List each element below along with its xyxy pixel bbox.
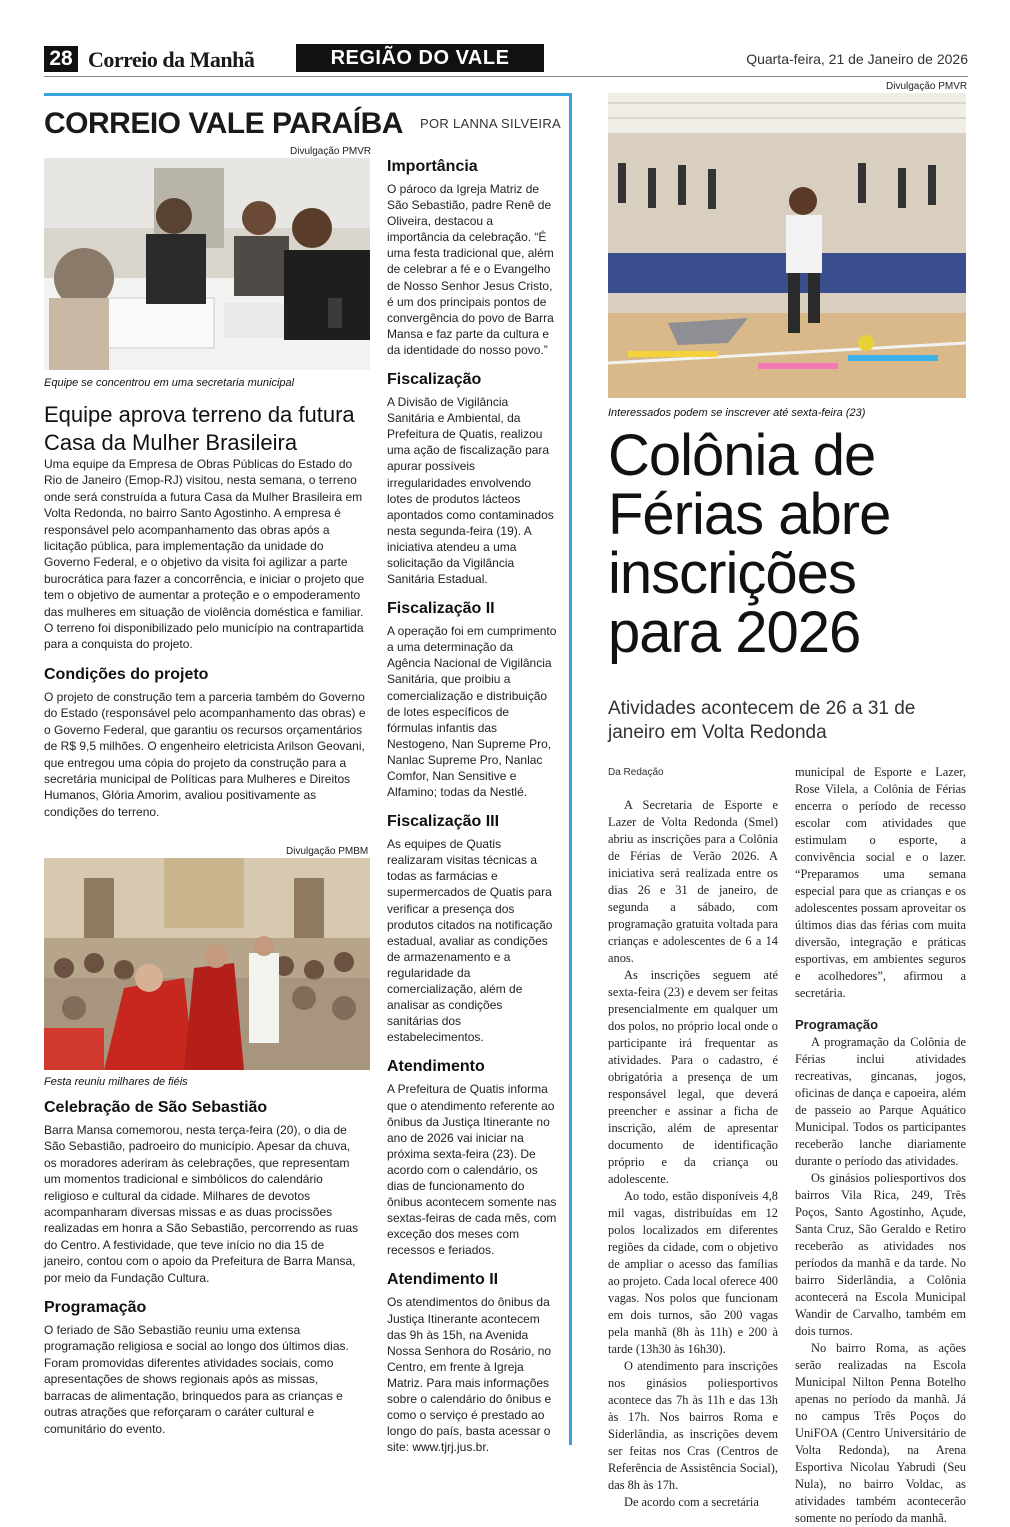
main-byline: Da Redação — [608, 767, 664, 778]
dateline: Quarta-feira, 21 de Janeiro de 2026 — [746, 51, 968, 67]
column-title: CORREIO VALE PARAÍBA — [44, 107, 403, 140]
note-body: As equipes de Quatis realizaram visitas técnicas a todas as farmácias e supermercados de Quatis para verificar a presença dos produtos citados na notificação estadual, avaliar as condições de armazenamento e a regularidade da comercialização, além de analisar as condições sanitárias dos estabelecimentos. — [387, 837, 553, 1045]
main-subhead: Programação — [795, 1017, 879, 1032]
note-body: O pároco da Igreja Matriz de São Sebastião, padre Renê de Oliveira, destacou a importância da celebração. “É uma festa tradicional que, além de celebrar a fé e o Evangelho de Nosso Senhor Jesus Cristo, é um dos principais pontos de convergência do povo de Barra Mansa e faz parte da cultura e da identidade do nosso povo.” — [387, 182, 554, 357]
masthead — [44, 44, 968, 78]
main-paragraph: As inscrições seguem até sexta-feira (23) e devem ser feitas presencialmente em qualquer um dos polos, no próprio local onde o participante irá frequentar as atividades. Para o cadastro, é obrigatória a presença de um responsável legal, que deverá preencher e assinar a ficha de inscrição, além de apresentar documento de identificação próprio e da criança ou adolescente. — [608, 968, 778, 1186]
photo1-caption: Equipe se concentrou em uma secretaria municipal — [44, 377, 295, 389]
main-paragraph: Os ginásios poliesportivos dos bairros Vila Rica, 249, Três Poços, Santo Agostinho, Açude, Santa Cruz, São Geraldo e Retiro receberão as atividades nos períodos da manhã e da tarde. No bairro Siderlândia, a Colônia acontecerá na Escola Municipal Wandir de Carvalho, também em dois turnos. — [795, 1171, 966, 1338]
article2-subhead-2: Programação — [44, 1299, 147, 1317]
photo2-caption: Festa reuniu milhares de fiéis — [44, 1076, 188, 1088]
note-title: Importância — [387, 158, 478, 175]
article2-body — [44, 1098, 366, 1437]
meeting-photo — [44, 158, 370, 370]
article1-paragraph: Uma equipe da Empresa de Obras Públicas do Estado do Rio de Janeiro (Emop-RJ) visitou, nesta semana, o terreno onde será construída a futura Casa da Mulher Brasileira em Volta Redonda, no bairro Santo Agostinho. A empresa é responsável pelo acompanhamento das obras após a licitação pública, para implementação da unidade do Governo Federal, e o objetivo da visita foi agilizar a parte burocrática para fazer a concorrência, e iniciar o projeto que tem o objetivo de aumentar a proteção e o empoderamento das mulheres em situação de violência doméstica e familiar. O terreno foi disponibilizado pelo município na contrapartida para a conquista do projeto. — [44, 457, 365, 652]
main-headline: Colônia de Férias abre inscrições para 2026 — [608, 423, 891, 665]
photo2-credit: Divulgação PMBM — [286, 846, 369, 857]
photo1-credit: Divulgação PMVR — [290, 146, 372, 157]
photo3-credit: Divulgação PMVR — [886, 81, 968, 92]
gym-photo — [608, 93, 966, 398]
main-paragraph: De acordo com a secretária — [624, 1495, 759, 1509]
main-paragraph: O atendimento para inscrições nos ginásios poliesportivos acontece das 7h às 11h e das 13h às 17h. Nos bairros Roma e Siderlândia, as inscrições devem ser feitas nos Cras (Centros de Referência de Assistência Social), das 8h às 17h. — [608, 1359, 778, 1492]
note-title: Fiscalização III — [387, 813, 500, 831]
note-body: A Divisão de Vigilância Sanitária e Ambiental, da Prefeitura de Quatis, realizou uma ação de fiscalização para apurar possíveis irregularidades envolvendo lotes de produtos lácteos apontados como contaminados nesta segunda-feira (19). A iniciativa atendeu a uma solicitação da Vigilância Sanitária Estadual. — [387, 395, 554, 587]
column-byline: POR LANNA SILVEIRA — [420, 116, 561, 131]
newspaper-brand: Correio da Manhã — [88, 47, 255, 72]
article1-paragraph-2: O projeto de construção tem a parceria também do Governo do Estado (responsável pelo acompanhamento das obras) e o Governo Federal, que garantiu os recursos orçamentários de R$ 9,5 milhões. O engenheiro eletricista Arilson Geovani, que entregou uma cópia do projeto da construção para a secretária municipal de Políticas para Mulheres e Direitos Humanos, Glória Amorim, avaliou positivamente as condições do terreno. — [44, 689, 366, 819]
church-photo — [44, 858, 370, 1070]
main-paragraph: No bairro Roma, as ações serão realizadas na Escola Municipal Nilton Penna Botelho apenas no período da manhã. Já no campus Três Poços do UniFOA (Centro Universitário de Volta Redonda), na Arena Esportiva Nicolau Yabrudi (Seu Nula), no bairro Voldac, as atividades também acontecerão somente no período da manhã. — [795, 1341, 966, 1525]
photo3-caption: Interessados podem se inscrever até sexta-feira (23) — [608, 407, 866, 419]
note-body: Os atendimentos do ônibus da Justiça Itinerante acontecem das 9h às 15h, na Avenida Nossa Senhora do Rosário, no Centro, em frente à Igreja Matriz. Para mais informações sobre o calendário do ônibus e como o serviço é prestado ao longo do país, basta acessar o site: www.tjrj.jus.br. — [387, 1295, 552, 1455]
article2-paragraph-2: O feriado de São Sebastião reuniu uma extensa programação religiosa e social ao longo dos últimos dias. Foram promovidas diferentes atividades sociais, como apresentações de shows regionais após as missas, barracas de alimentação, brinquedos para as crianças e outras atrações que reforçaram o caráter cultural e comunitário do evento. — [44, 1323, 349, 1436]
note-body: A Prefeitura de Quatis informa que o atendimento referente ao ônibus da Justiça Itinerante no ano de 2026 vai iniciar na próxima sexta-feira (23). De acordo com o calendário, os dias de funcionamento do ônibus acontecem somente nas sextas-feiras de cada mês, com exceção dos meses com recessos e feriados. — [387, 1082, 557, 1258]
article2-paragraph: Barra Mansa comemorou, nesta terça-feira (20), o dia de São Sebastião, padroeiro do município. Apesar da chuva, os moradores aderiram às celebrações, que representam um momentos tradicional e simbólicos do calendário religioso e cultural da cidade. Milhares de devotos acompanharam diversas missas e as duas procissões realizadas em honra a São Sebastião, percorrendo as ruas do Centro. A festividade, que teve início no dia 15 de janeiro, contou com o apoio da Prefeitura de Barra Mansa, por meio da Fundação Cultura. — [44, 1123, 359, 1285]
main-paragraph: A programação da Colônia de Férias inclui atividades recreativas, gincanas, jogos, oficinas de dança e capoeira, além de passeio ao Parque Aquático Municipal. Todos os participantes receberão lanche diariamente durante o período das atividades. — [795, 1035, 966, 1168]
article1-headline: Equipe aprova terreno da futura Casa da Mulher Brasileira — [44, 402, 355, 455]
main-column-1 — [608, 797, 778, 1511]
article1-body — [44, 456, 366, 820]
note-body: A operação foi em cumprimento a uma determinação da Agência Nacional de Vigilância Sanitária, que proibiu a comercialização e distribuição de lotes específicos de fórmulas infantis das Nestogeno, Nan Supreme Pro, Nanlac Supreme Pro, Nanlac Comfor, Nan Sensitive e Alfamino; todas da Nestlé. — [387, 624, 557, 800]
article2-subhead: Celebração de São Sebastião — [44, 1099, 268, 1116]
main-deck: Atividades acontecem de 26 a 31 de janeiro em Volta Redonda — [608, 698, 916, 743]
main-paragraph: municipal de Esporte e Lazer, Rose Vilela, a Colônia de Férias encerra o período de recesso escolar com atividades que estimulam o esporte, a convivência social e o lazer. “Preparamos uma semana especial para que as crianças e os adolescentes possam aproveitar os últimos dias das férias com muita diversão, integração e práticas esportivas, em ambientes seguros e acolhedores”, afirmou a secretária. — [795, 765, 966, 1000]
page-number: 28 — [44, 46, 78, 72]
note-title: Fiscalização — [387, 371, 482, 389]
column-frame-top — [44, 93, 572, 96]
note-title: Atendimento II — [387, 1271, 499, 1289]
main-column-2 — [795, 764, 966, 1527]
column-frame-right — [569, 93, 572, 1445]
note-title: Atendimento — [387, 1058, 485, 1076]
masthead-rule — [44, 76, 968, 77]
note-title: Fiscalização II — [387, 600, 495, 618]
article1-subhead: Condições do projeto — [44, 665, 209, 683]
section-tag: REGIÃO DO VALE — [296, 44, 544, 72]
notes-column — [387, 157, 557, 1455]
main-paragraph: Ao todo, estão disponíveis 4,8 mil vagas, distribuídas em 12 polos localizados em diferentes regiões da cidade, com o objetivo de ampliar o acesso das famílias ao projeto. Cada local oferece 400 vagas. Nos polos que funcionam em dois turnos, são 200 vagas pela manhã (8h às 11h) e 200 à tarde (13h30 às 16h30). — [608, 1189, 778, 1356]
main-paragraph: A Secretaria de Esporte e Lazer de Volta Redonda (Smel) abriu as inscrições para a Colônia de Férias de Verão 2026. A iniciativa será realizada entre os dias 26 e 31 de janeiro, de segunda a sábado, com programação gratuita voltada para crianças e adolescentes de 6 a 14 anos. — [608, 798, 778, 965]
